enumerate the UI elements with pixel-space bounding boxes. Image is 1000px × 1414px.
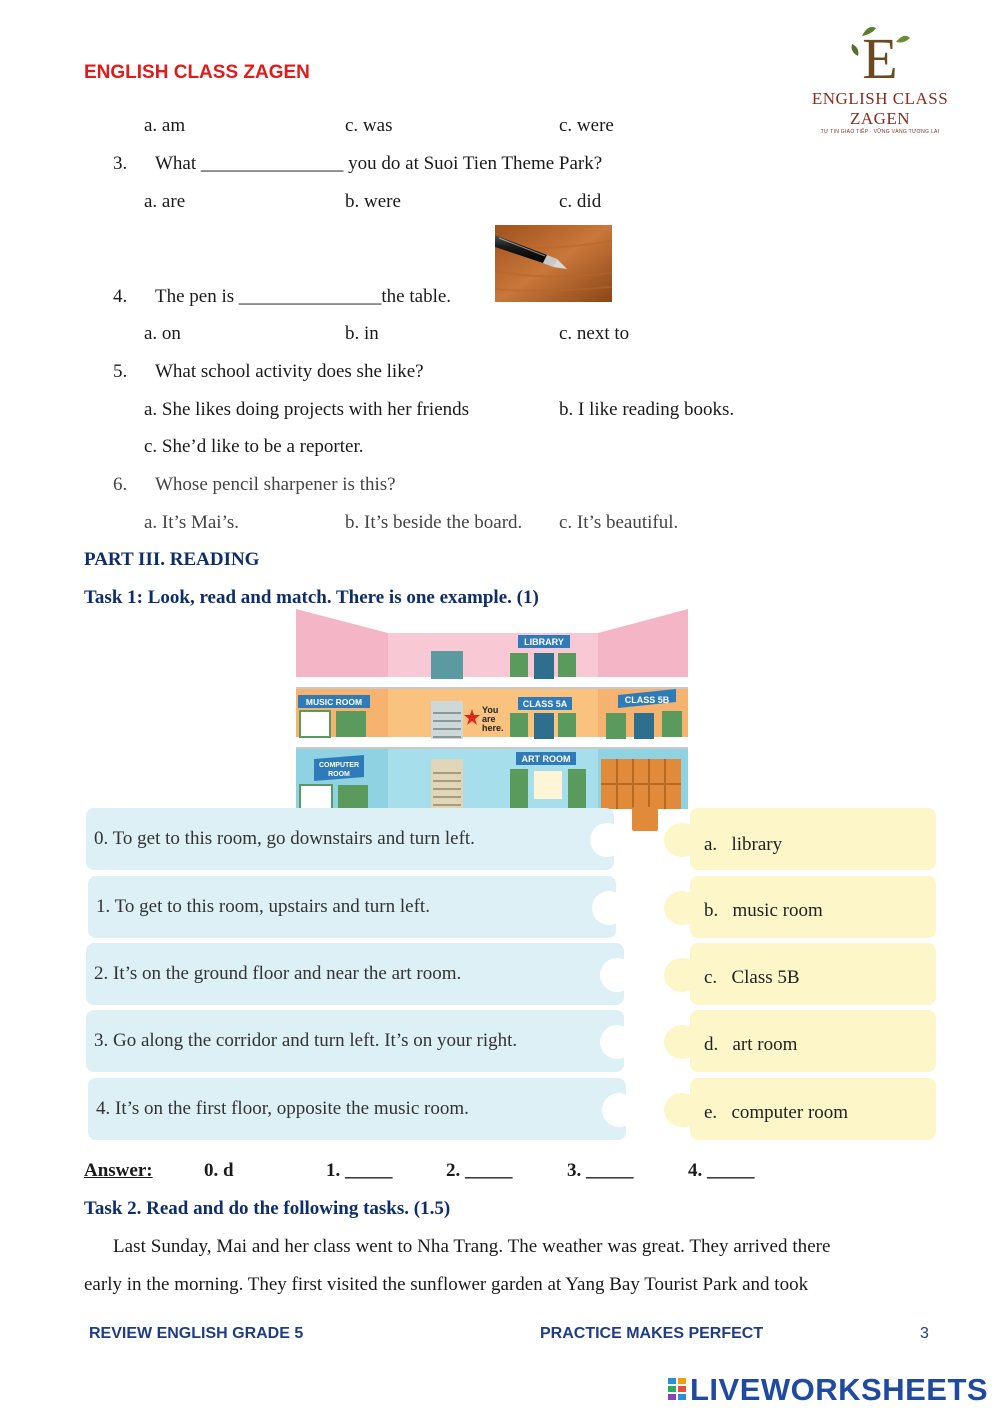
- answer-label: Answer:: [84, 1160, 153, 1181]
- q4-text: The pen is _______________the table.: [155, 286, 452, 307]
- task2-title: Task 2. Read and do the following tasks. (1.5): [84, 1198, 451, 1219]
- match-answer-b: [690, 876, 936, 938]
- music-room-sign: MUSIC ROOM: [305, 697, 363, 707]
- answer-letter: a.: [704, 834, 718, 855]
- q5-option-b: b. I like reading books.: [559, 399, 735, 420]
- logo-letter: E: [862, 26, 898, 82]
- q5-option-c: c. She’d like to be a reporter.: [144, 436, 364, 457]
- match-question-text: 2. It’s on the ground floor and near the art room.: [94, 963, 462, 984]
- answer-3-blank[interactable]: 3. _____: [567, 1160, 634, 1181]
- answer-text: art room: [732, 1034, 798, 1055]
- q4-number: 4.: [113, 286, 128, 307]
- answer-text: library: [731, 834, 783, 855]
- computer-sign-line1: COMPUTER: [318, 762, 360, 769]
- answer-4-blank[interactable]: 4. _____: [688, 1160, 755, 1181]
- q3-option-c: c. did: [559, 191, 602, 212]
- art-room-sign: ART ROOM: [521, 754, 571, 764]
- logo-tagline: TỰ TIN GIAO TIẾP · VỮNG VÀNG TƯƠNG LAI: [820, 129, 940, 135]
- answer-2-blank[interactable]: 2. _____: [446, 1160, 513, 1181]
- q3-number: 3.: [113, 153, 128, 174]
- logo-emblem-icon: [800, 22, 960, 82]
- match-question-1: [88, 876, 616, 938]
- page-number: 3: [920, 1325, 929, 1342]
- puzzle-tab: [664, 958, 700, 992]
- footer-left: REVIEW ENGLISH GRADE 5: [89, 1325, 304, 1342]
- puzzle-notch: [600, 958, 634, 992]
- liveworksheets-logo-icon: [668, 1378, 686, 1400]
- footer-middle: PRACTICE MAKES PERFECT: [540, 1325, 764, 1342]
- puzzle-notch: [590, 823, 624, 857]
- q3-text: What _______________ you do at Suoi Tien Theme Park?: [155, 153, 603, 174]
- match-question-text: 0. To get to this room, go downstairs and turn left.: [94, 828, 475, 849]
- answer-text: computer room: [731, 1102, 849, 1123]
- q5-number: 5.: [113, 361, 128, 382]
- match-question-2: [86, 943, 624, 1005]
- match-answer-e: [690, 1078, 936, 1140]
- puzzle-notch: [600, 1025, 634, 1059]
- here-label: here.: [482, 723, 504, 733]
- answer-1-blank[interactable]: 1. _____: [326, 1160, 393, 1181]
- q5-option-a: a. She likes doing projects with her friends: [144, 399, 470, 420]
- task2-passage-line2: early in the morning. They first visited the sunflower garden at Yang Bay Tourist Park and took: [84, 1274, 809, 1295]
- part3-title: PART III. READING: [84, 549, 260, 570]
- q2-option-a: a. am: [144, 115, 186, 136]
- q2-option-b: c. was: [345, 115, 393, 136]
- q4-option-a: a. on: [144, 323, 181, 344]
- header-brand: ENGLISH CLASS ZAGEN: [84, 62, 310, 83]
- q6-text: Whose pencil sharpener is this?: [155, 474, 396, 495]
- match-question-text: 1. To get to this room, upstairs and turn left.: [96, 896, 430, 917]
- q3-option-a: a. are: [144, 191, 186, 212]
- computer-sign-line2: ROOM: [328, 771, 350, 778]
- answer-letter: c.: [704, 967, 718, 988]
- puzzle-tab: [664, 891, 700, 925]
- q6-option-b: b. It’s beside the board.: [345, 512, 523, 533]
- puzzle-tab: [664, 1093, 700, 1127]
- match-question-0: [86, 808, 614, 870]
- answer-0: 0. d: [204, 1160, 234, 1181]
- match-answer-a: [690, 808, 936, 870]
- q6-option-a: a. It’s Mai’s.: [144, 512, 239, 533]
- puzzle-notch: [602, 1093, 636, 1127]
- school-floor-plan-illustration: [296, 609, 688, 809]
- pen-on-table-photo: [495, 225, 612, 302]
- locker-edge: [632, 807, 658, 831]
- answer-text: Class 5B: [731, 967, 800, 988]
- are-label: are: [482, 714, 496, 724]
- match-question-text: 4. It’s on the first floor, opposite the music room.: [96, 1098, 469, 1119]
- task1-title: Task 1: Look, read and match. There is one example. (1): [84, 587, 539, 608]
- puzzle-notch: [592, 891, 626, 925]
- match-answer-d: [690, 1010, 936, 1072]
- q4-option-c: c. next to: [559, 323, 630, 344]
- q3-option-b: b. were: [345, 191, 401, 212]
- q6-option-c: c. It’s beautiful.: [559, 512, 679, 533]
- puzzle-tab: [664, 1025, 700, 1059]
- q5-text: What school activity does she like?: [155, 361, 424, 382]
- class-5a-sign: CLASS 5A: [522, 699, 568, 709]
- answer-letter: e.: [704, 1102, 718, 1123]
- liveworksheets-watermark: LIVEWORKSHEETS: [690, 1372, 989, 1407]
- task2-passage-line1: Last Sunday, Mai and her class went to Nha Trang. The weather was great. They arrived there: [113, 1236, 831, 1257]
- brand-logo: [800, 22, 960, 135]
- answer-text: music room: [732, 900, 823, 921]
- match-question-text: 3. Go along the corridor and turn left. It’s on your right.: [94, 1030, 518, 1051]
- q4-option-b: b. in: [345, 323, 379, 344]
- class-5b-sign: CLASS 5B: [624, 695, 670, 705]
- logo-text: ENGLISH CLASS ZAGEN: [811, 89, 949, 128]
- match-answer-c: [690, 943, 936, 1005]
- you-label: You: [482, 705, 499, 715]
- answer-letter: b.: [704, 900, 719, 921]
- q6-number: 6.: [113, 474, 128, 495]
- puzzle-tab: [664, 823, 700, 857]
- q2-option-c: c. were: [559, 115, 614, 136]
- match-question-3: [86, 1010, 624, 1072]
- answer-letter: d.: [704, 1034, 719, 1055]
- match-question-4: [88, 1078, 626, 1140]
- library-sign: LIBRARY: [524, 637, 564, 647]
